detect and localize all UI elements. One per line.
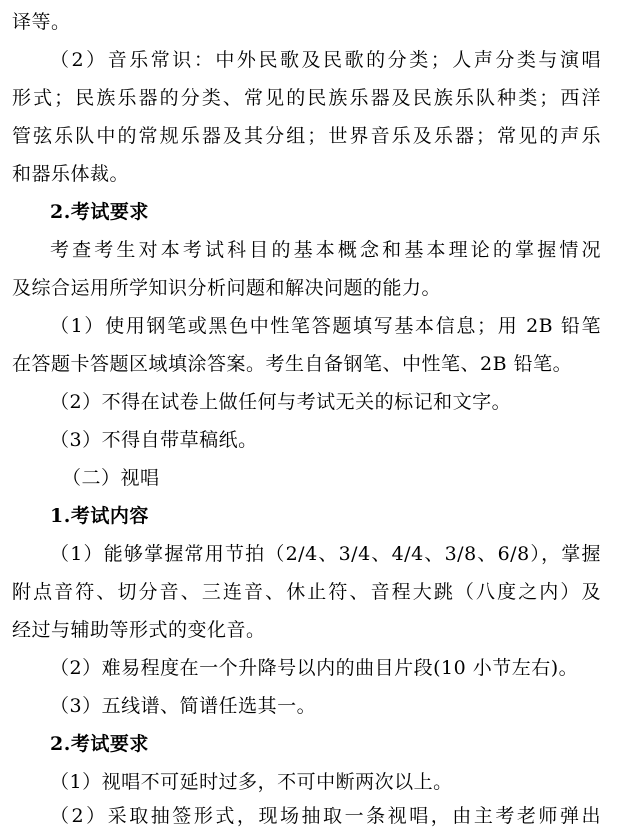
section-heading: 2.考试要求 [50, 201, 149, 223]
text-line: 在答题卡答题区域填涂答案。考生自备钢笔、中性笔、2B 铅笔。 [12, 353, 573, 375]
text-line: 及综合运用所学知识分析问题和解决问题的能力。 [12, 277, 442, 299]
text-line: 经过与辅助等形式的变化音。 [12, 619, 266, 641]
text-line: （2）难易程度在一个升降号以内的曲目片段(10 小节左右)。 [50, 657, 579, 679]
section-heading: 2.考试要求 [50, 733, 149, 755]
text-line: （1）使用钢笔或黑色中性笔答题填写基本信息；用 2B 铅笔 [50, 315, 601, 337]
section-heading: （二）视唱 [62, 467, 160, 489]
text-line: （1）能够掌握常用节拍（2/4、3/4、4/4、3/8、6/8），掌握 [50, 543, 601, 565]
text-line: 和器乐体裁。 [12, 163, 130, 185]
text-line: （2）音乐常识：中外民歌及民歌的分类；人声分类与演唱 [50, 49, 601, 71]
text-line: 附点音符、切分音、三连音、休止符、音程大跳（八度之内）及 [12, 581, 601, 603]
text-line: （1）视唱不可延时过多，不可中断两次以上。 [50, 771, 453, 793]
section-heading: 1.考试内容 [50, 505, 149, 527]
text-line: （3）五线谱、简谱任选其一。 [50, 695, 317, 717]
text-line: 考查考生对本考试科目的基本概念和基本理论的掌握情况 [50, 239, 601, 261]
text-line: （2）采取抽签形式，现场抽取一条视唱，由主考老师弹出 [50, 805, 601, 827]
text-line: 管弦乐队中的常规乐器及其分组；世界音乐及乐器；常见的声乐 [12, 125, 601, 147]
text-line: （2）不得在试卷上做任何与考试无关的标记和文字。 [50, 391, 512, 413]
text-line: （3）不得自带草稿纸。 [50, 429, 258, 451]
text-line: 形式；民族乐器的分类、常见的民族乐器及民族乐队种类；西洋 [12, 87, 601, 109]
text-line: 译等。 [12, 11, 71, 33]
